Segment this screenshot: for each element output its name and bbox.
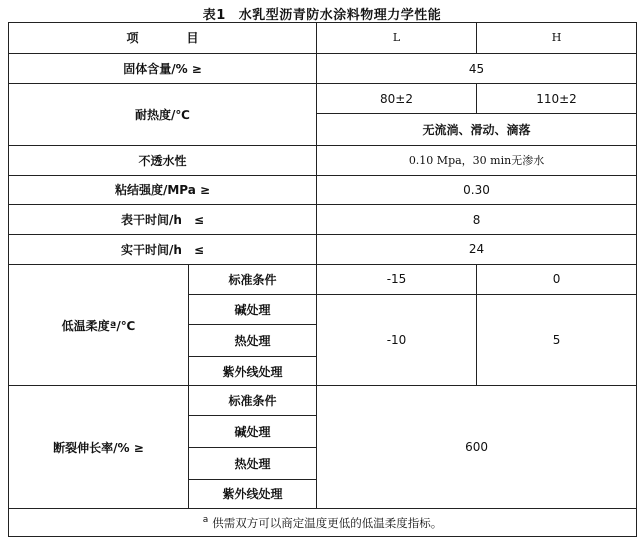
flex-heat-label: 热处理 <box>189 324 317 356</box>
low-temp-flexibility-label: 低温柔度ª/℃ <box>9 264 189 386</box>
flex-standard-label: 标准条件 <box>189 264 317 295</box>
elong-standard-label: 标准条件 <box>189 386 317 416</box>
flex-standard-h: 0 <box>477 264 637 295</box>
table-row <box>9 145 637 175</box>
header-l: L <box>317 23 477 54</box>
table-title <box>0 4 644 23</box>
table-number: 表1 <box>202 8 226 23</box>
elong-alkali-label: 碱处理 <box>189 416 317 448</box>
heat-resistance-note: 无流淌、滑动、滴落 <box>317 114 637 146</box>
bond-strength-label: 粘结强度/MPa ≥ <box>9 175 317 205</box>
elong-heat-label: 热处理 <box>189 447 317 479</box>
flex-treated-l: -10 <box>317 295 477 386</box>
surface-dry-label: 表干时间/h ≤ <box>9 205 317 235</box>
table-row <box>9 509 637 537</box>
hard-dry-value: 24 <box>317 234 637 264</box>
footnote-mark: a <box>202 514 209 525</box>
heat-resistance-l: 80±2 <box>317 84 477 114</box>
solid-content-label: 固体含量/% ≥ <box>9 53 317 84</box>
table-row <box>9 23 637 54</box>
table-row <box>9 53 637 84</box>
surface-dry-value: 8 <box>317 205 637 235</box>
table-row <box>9 84 637 114</box>
table-row <box>9 175 637 205</box>
table-row <box>9 264 637 295</box>
impermeability-label: 不透水性 <box>9 145 317 175</box>
elong-uv-label: 紫外线处理 <box>189 479 317 509</box>
flex-standard-l: -15 <box>317 264 477 295</box>
properties-table <box>8 22 637 537</box>
table-title-text: 水乳型沥青防水涂料物理力学性能 <box>238 8 442 23</box>
solid-content-value: 45 <box>317 53 637 84</box>
footnote-text: 供需双方可以商定温度更低的低温柔度指标。 <box>212 515 443 530</box>
elongation-label: 断裂伸长率/% ≥ <box>9 386 189 509</box>
flex-treated-h: 5 <box>477 295 637 386</box>
impermeability-value: 0.10 Mpa，30 min无渗水 <box>317 145 637 175</box>
flex-alkali-label: 碱处理 <box>189 295 317 325</box>
header-h: H <box>477 23 637 54</box>
heat-resistance-h: 110±2 <box>477 84 637 114</box>
elongation-value: 600 <box>317 386 637 509</box>
footnote <box>9 509 637 537</box>
table-row <box>9 234 637 264</box>
header-item: 项 目 <box>9 23 317 54</box>
heat-resistance-label: 耐热度/℃ <box>9 84 317 145</box>
table-row <box>9 386 637 416</box>
hard-dry-label: 实干时间/h ≤ <box>9 234 317 264</box>
table-row <box>9 205 637 235</box>
flex-uv-label: 紫外线处理 <box>189 356 317 386</box>
bond-strength-value: 0.30 <box>317 175 637 205</box>
